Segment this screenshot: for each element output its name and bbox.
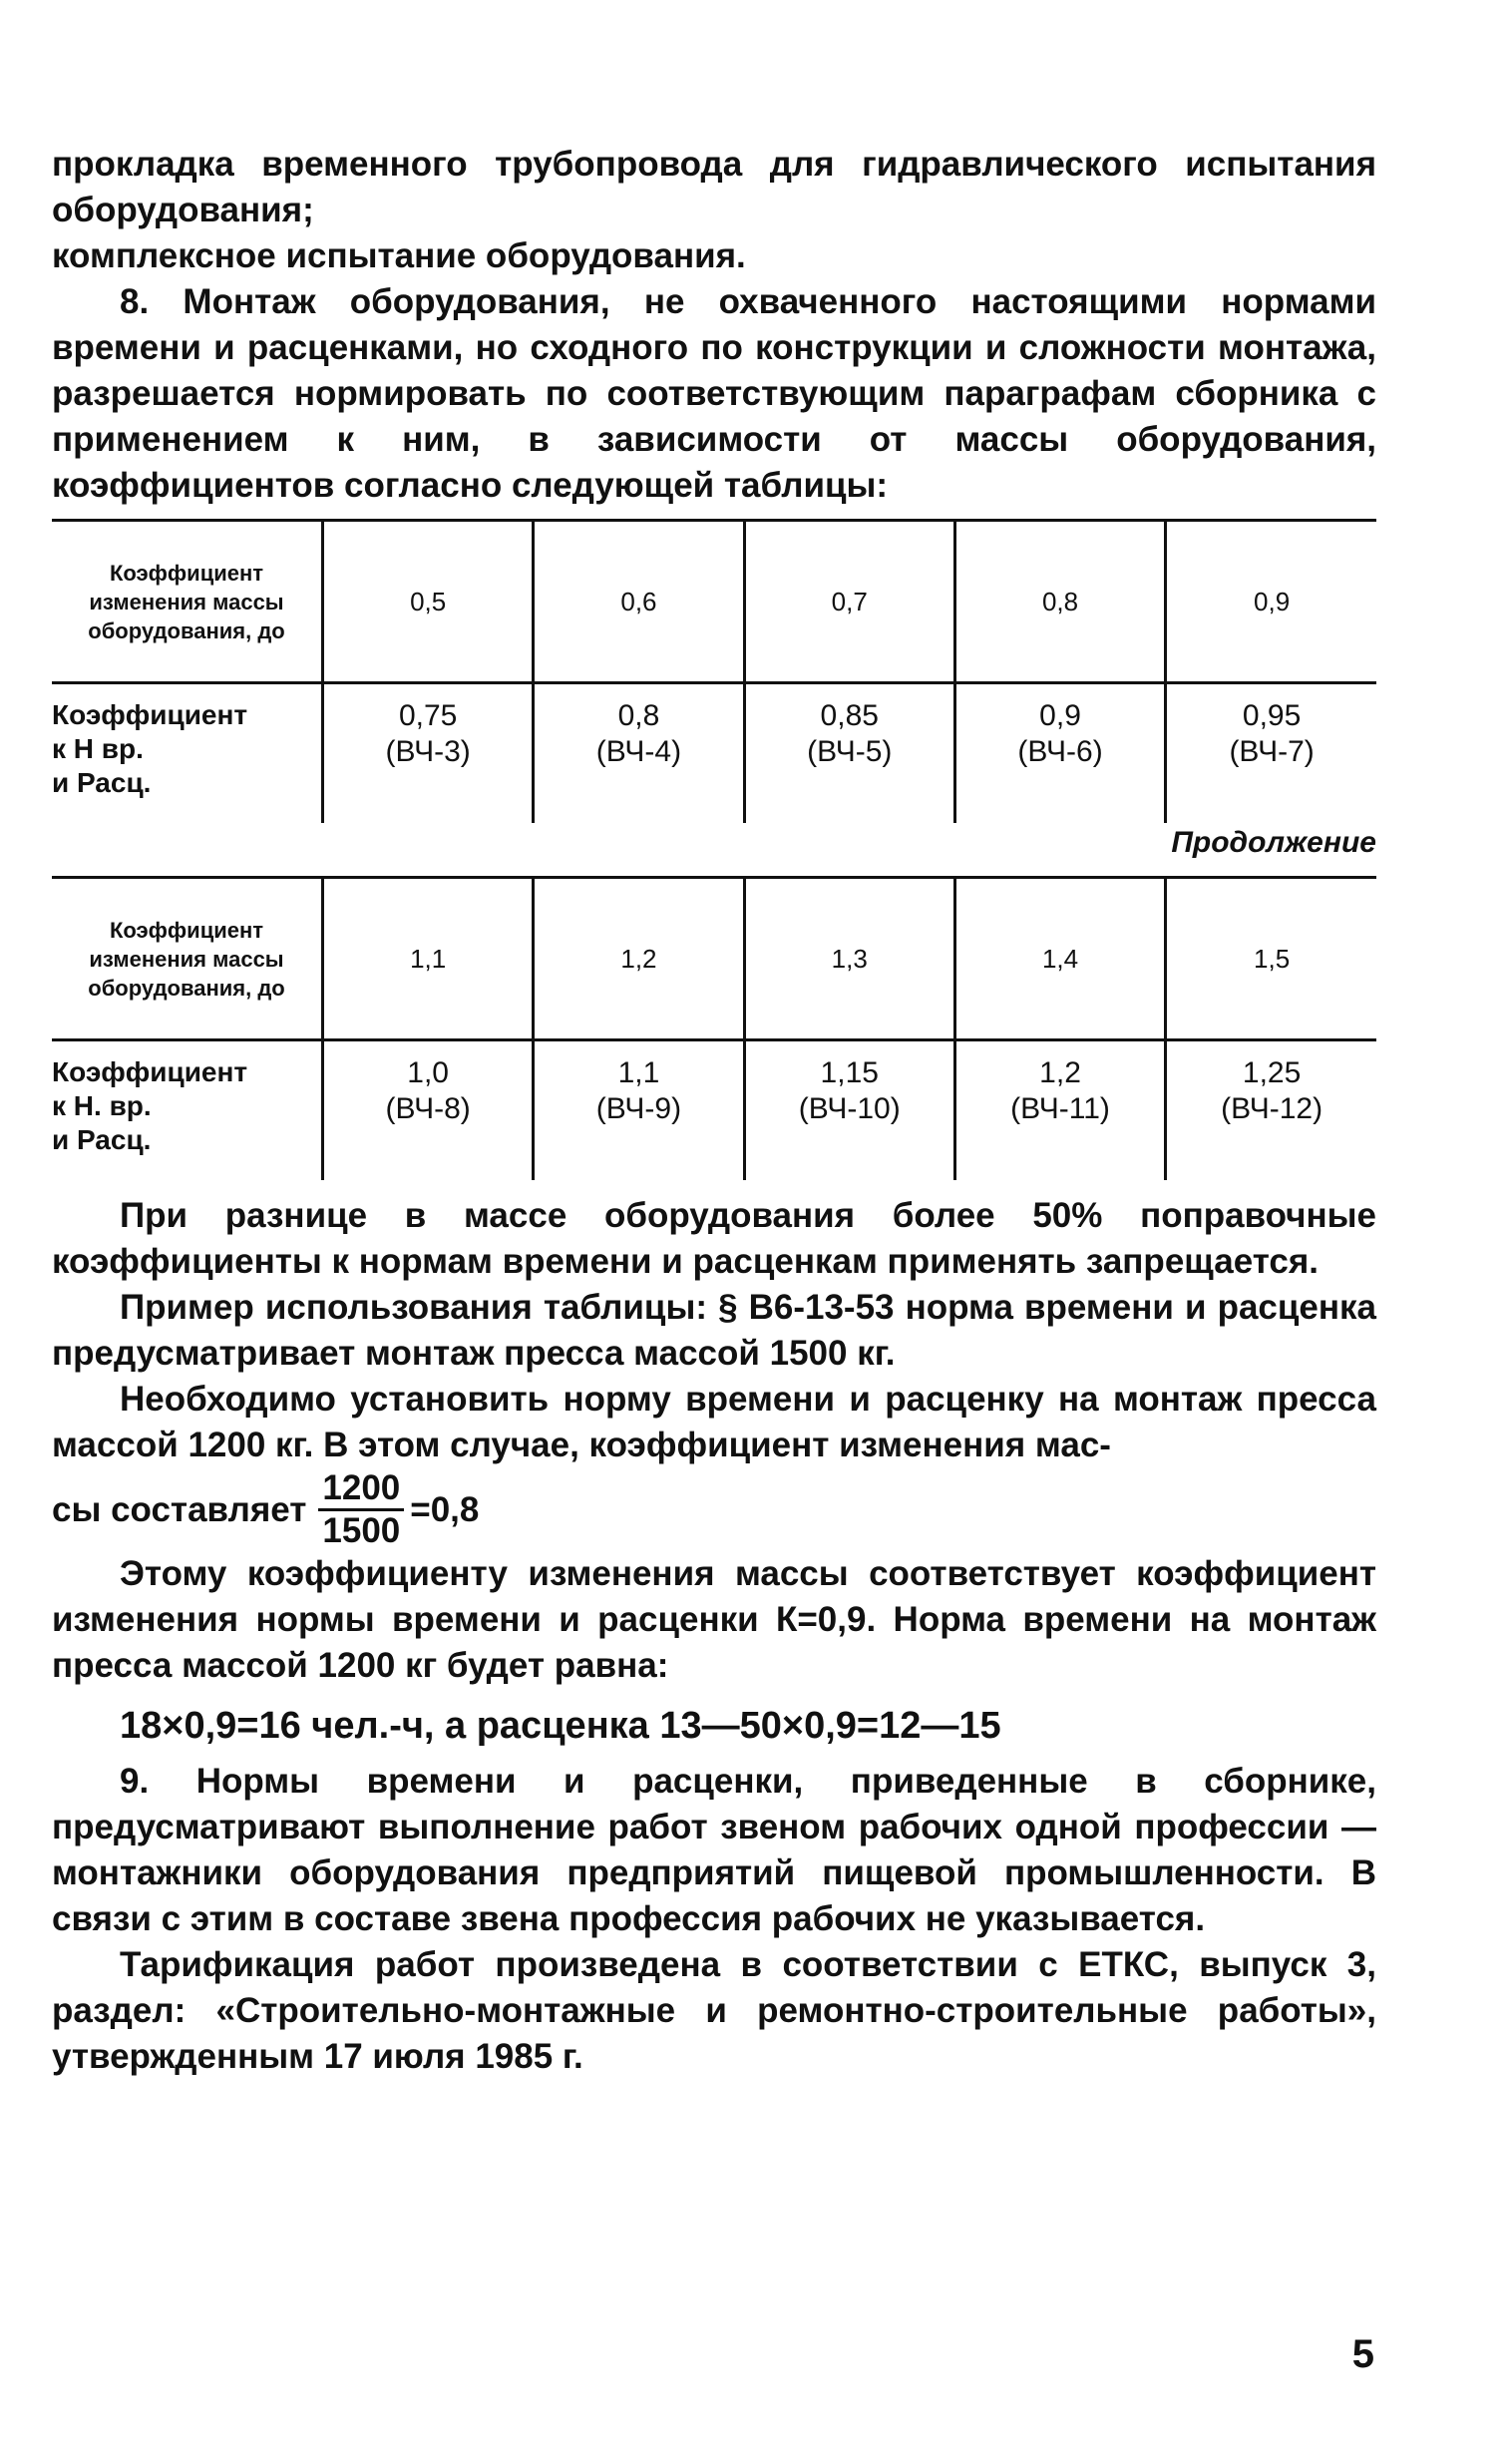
- fraction-denominator: 1500: [322, 1511, 401, 1550]
- paragraph-tariffing: Тарификация работ произведена в соответствии с ЕТКС, выпуск 3, раздел: «Строительно-монтажные и ремонтно-строительные работы», утвержденным 17 июля 1985 г.: [52, 1945, 1376, 2076]
- continuation-label: Продолжение: [1171, 826, 1376, 859]
- paragraph-complex-test: комплексное испытание оборудования.: [52, 236, 746, 275]
- table-cell: 1,2 (ВЧ-11): [954, 1040, 1165, 1181]
- table-cell: 1,1 (ВЧ-9): [534, 1040, 744, 1181]
- row-label-mass: Коэффициент изменения массы оборудования, до: [52, 878, 323, 1040]
- coefficient-table-2: [52, 876, 1376, 1180]
- paragraph-item-9: 9. Нормы времени и расценки, приведенные в сборнике, предусматривают выполнение работ звеном рабочих одной профессии — монтажники оборудования предприятий пищевой промышленности. В связи с этим в составе звена профессия рабочих не указывается.: [52, 1762, 1376, 1938]
- table-cell: 0,7: [744, 521, 954, 683]
- table-cell: 1,4: [954, 878, 1165, 1040]
- table-row: [52, 878, 1376, 1040]
- paragraph-example: Пример использования таблицы: § В6-13-53 норма времени и расценка предусматривает монтаж пресса массой 1500 кг.: [52, 1288, 1376, 1373]
- table-cell: 1,25 (ВЧ-12): [1166, 1040, 1376, 1181]
- table-cell: 0,85 (ВЧ-5): [744, 683, 954, 824]
- table-cell: 0,9: [1166, 521, 1376, 683]
- formula-prefix: сы составляет: [52, 1489, 307, 1529]
- fraction: [318, 1468, 404, 1551]
- mass-formula: [52, 1468, 1376, 1551]
- table-cell: 1,2: [534, 878, 744, 1040]
- table-cell: 0,75 (ВЧ-3): [323, 683, 534, 824]
- table-row: [52, 521, 1376, 683]
- table-row: [52, 683, 1376, 824]
- row-label-coefficient: Коэффициент к Н. вр. и Расц.: [52, 1056, 248, 1155]
- fraction-numerator: 1200: [318, 1468, 404, 1511]
- table-cell: 0,9 (ВЧ-6): [954, 683, 1165, 824]
- paragraph-mass-difference: При разнице в массе оборудования более 50% поправочные коэффициенты к нормам времени и расценкам применять запрещается.: [52, 1196, 1376, 1281]
- paragraph-necessary: Необходимо установить норму времени и расценку на монтаж пресса массой 1200 кг. В этом случае, коэффициент изменения мас-: [52, 1380, 1376, 1464]
- page-number: 5: [1351, 2332, 1374, 2376]
- table-cell: 1,0 (ВЧ-8): [323, 1040, 534, 1181]
- paragraph-coefficient: Этому коэффициенту изменения массы соответствует коэффициент изменения нормы времени и расценки К=0,9. Норма времени на монтаж пресса массой 1200 кг будет равна:: [52, 1554, 1376, 1685]
- row-label-mass: Коэффициент изменения массы оборудования, до: [52, 521, 323, 683]
- table-cell: 0,5: [323, 521, 534, 683]
- paragraph-item-8: 8. Монтаж оборудования, не охваченного настоящими нормами времени и расценками, но сходного по конструкции и сложности монтажа, разрешается нормировать по соответствующим параграфам сборника с применением к ним, в зависимости от массы оборудования, коэффициентов согласно следующей таблицы:: [52, 282, 1376, 505]
- row-label-coefficient: Коэффициент к Н вр. и Расц.: [52, 699, 248, 798]
- table-cell: 0,8: [954, 521, 1165, 683]
- table-cell: 0,8 (ВЧ-4): [534, 683, 744, 824]
- paragraph-pipeline: прокладка временного трубопровода для гидравлического испытания оборудования;: [52, 145, 1376, 229]
- bottom-text-block: [52, 1193, 1376, 2080]
- top-text-block: [52, 142, 1376, 509]
- table-cell: 1,1: [323, 878, 534, 1040]
- table-cell: 0,95 (ВЧ-7): [1166, 683, 1376, 824]
- calculation-equation: 18×0,9=16 чел.-ч, а расценка 13—50×0,9=12—15: [120, 1705, 1001, 1747]
- coefficient-table-1: [52, 519, 1376, 823]
- table-cell: 1,5: [1166, 878, 1376, 1040]
- table-cell: 0,6: [534, 521, 744, 683]
- formula-result: =0,8: [410, 1489, 480, 1529]
- table-cell: 1,15 (ВЧ-10): [744, 1040, 954, 1181]
- table-row: [52, 1040, 1376, 1181]
- table-cell: 1,3: [744, 878, 954, 1040]
